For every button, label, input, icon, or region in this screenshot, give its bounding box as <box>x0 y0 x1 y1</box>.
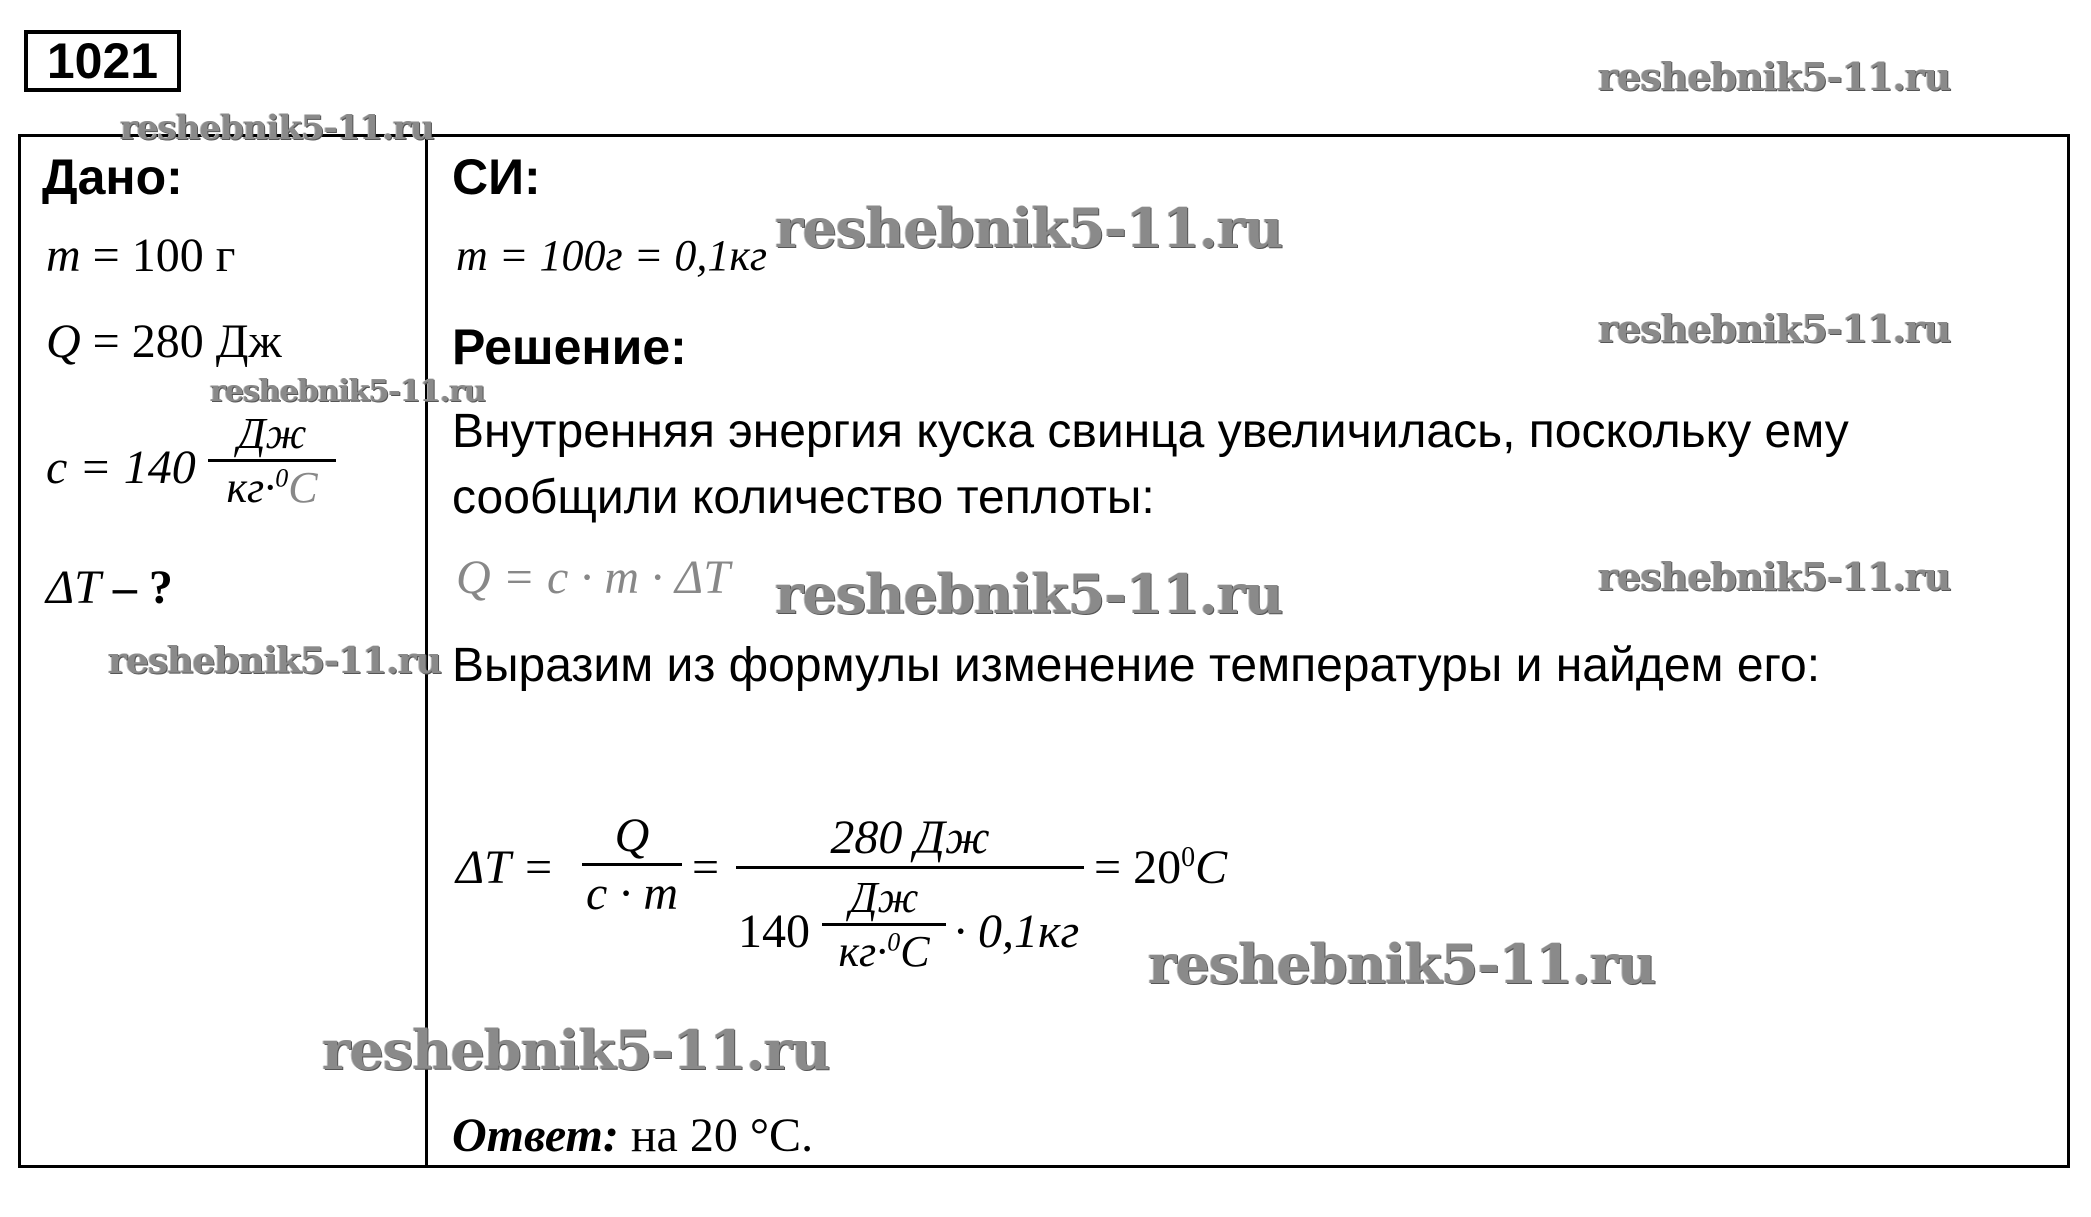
given-mass <box>46 228 235 283</box>
find-value: – ? <box>112 561 173 614</box>
watermark: reshebnik5-11.ru <box>120 108 434 148</box>
fraction-numerator: Дж <box>849 873 919 922</box>
formula-fraction-2-den-suffix: · 0,1кг <box>954 905 1080 958</box>
fraction-numerator: Дж <box>237 409 307 458</box>
answer-label: Ответ: <box>452 1109 619 1162</box>
formula-result: = $20^0C$ <box>1094 841 1228 894</box>
given-heat <box>46 314 282 369</box>
given-heading: Дано: <box>42 149 183 205</box>
mass-value: = 100 г <box>92 229 236 282</box>
delta-t-lhs: ΔT = <box>456 841 555 894</box>
heat-value: = 280 Дж <box>92 315 282 368</box>
answer <box>452 1108 813 1163</box>
given-find <box>46 560 173 615</box>
mass-symbol: m <box>46 229 81 282</box>
si-conversion: m = 100г = 0,1кг <box>456 231 768 280</box>
formula-fraction-2-numerator: 280 Дж <box>830 811 990 864</box>
answer-value: на 20 °С. <box>630 1109 814 1162</box>
formula-fraction-2-bar <box>736 866 1084 869</box>
heat-symbol: Q <box>46 315 81 368</box>
specific-heat-unit-fraction <box>208 408 336 513</box>
fraction-denominator: кг·$^0$C <box>226 463 318 512</box>
formula-fraction-1 <box>582 808 682 921</box>
fraction-denominator: c · m <box>586 867 678 920</box>
formula-fraction-2-den-prefix: 140 <box>738 905 810 958</box>
watermark: reshebnik5-11.ru <box>108 640 441 682</box>
watermark: reshebnik5-11.ru <box>210 374 485 409</box>
specific-heat-prefix: c = 140 <box>46 441 196 494</box>
problem-number: 1021 <box>24 30 181 92</box>
watermark: reshebnik5-11.ru <box>1598 554 1951 599</box>
watermark: reshebnik5-11.ru <box>775 562 1283 626</box>
heat-formula: Q = c · m · ΔT <box>456 551 730 604</box>
solution-heading: Решение: <box>452 319 687 375</box>
watermark: reshebnik5-11.ru <box>1598 54 1951 99</box>
fraction-numerator: Q <box>614 809 650 862</box>
solution-text-line-1: Внутренняя энергия куска свинца увеличилась, поскольку ему <box>452 405 1849 458</box>
si-heading: СИ: <box>452 149 541 205</box>
watermark: reshebnik5-11.ru <box>322 1018 830 1082</box>
formula-inner-fraction <box>822 872 946 977</box>
find-symbol: ΔT <box>46 561 101 614</box>
solution-text-line-3: Выразим из формулы изменение температуры и найдем его: <box>452 639 1821 692</box>
fraction-denominator: кг·$^0$C <box>838 927 930 976</box>
watermark: reshebnik5-11.ru <box>1148 932 1656 996</box>
given-specific-heat <box>46 440 196 495</box>
equals-sign: = <box>692 841 720 894</box>
solution-text-line-2: сообщили количество теплоты: <box>452 471 1155 524</box>
watermark: reshebnik5-11.ru <box>775 196 1283 260</box>
watermark: reshebnik5-11.ru <box>1598 306 1951 351</box>
